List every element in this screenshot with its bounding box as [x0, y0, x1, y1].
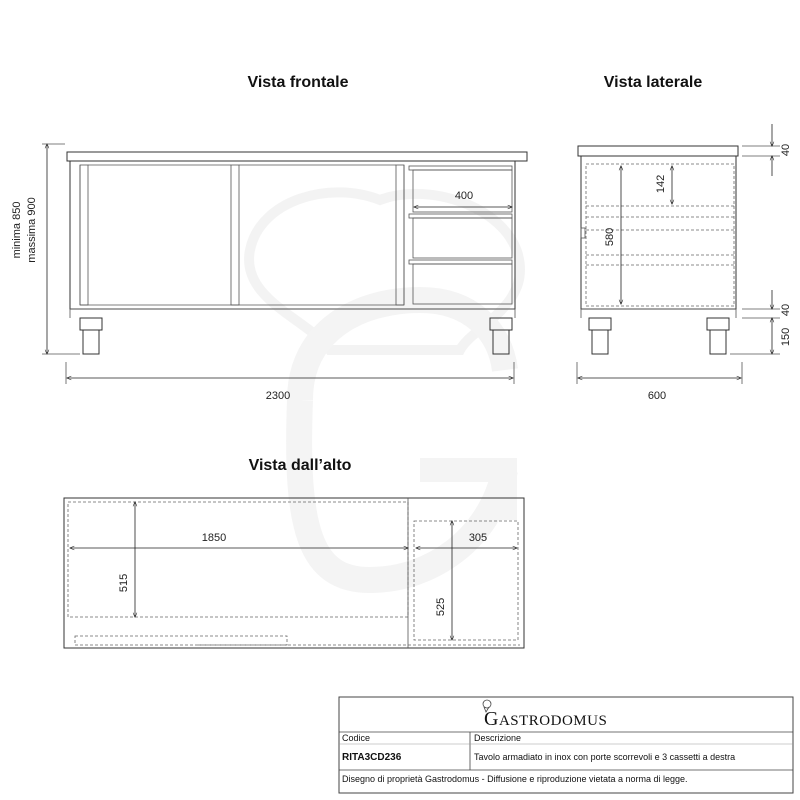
front-width-label: 2300: [265, 390, 291, 402]
drawer-width-label: 400: [454, 190, 474, 202]
product-description: Tavolo armadiato in inox con porte scorrevoli e 3 cassetti a destra: [474, 752, 736, 762]
plinth-label: 40: [780, 303, 792, 317]
legs-label: 150: [780, 327, 792, 347]
height-max-label: massima 900: [26, 197, 38, 263]
front-height-dimension: [42, 144, 80, 354]
brand-name: GASTRODOMUS: [484, 708, 608, 730]
drawer-height-label: 142: [655, 174, 667, 194]
product-code: RITA3CD236: [342, 752, 402, 763]
inner-height-label: 580: [604, 227, 616, 247]
code-label: Codice: [342, 733, 371, 743]
cabinet-width-label: 1850: [201, 532, 227, 544]
side-view-title: Vista laterale: [603, 74, 703, 91]
watermark-logo: [249, 192, 520, 580]
drawer-top-width-label: 305: [468, 532, 488, 544]
description-label: Descrizione: [474, 733, 522, 743]
side-depth-label: 600: [647, 390, 667, 402]
copyright-notice: Disegno di proprietà Gastrodomus - Diffusione e riproduzione vietata a norma di legge.: [342, 774, 688, 784]
top-thickness-label: 40: [780, 143, 792, 157]
cabinet-depth-label: 515: [118, 573, 130, 593]
side-depth-dimension: [577, 362, 742, 384]
front-view-title: Vista frontale: [247, 74, 349, 91]
top-view-title: Vista dall’alto: [248, 457, 352, 474]
side-vertical-dimensions: [621, 124, 780, 354]
height-min-label: minima 850: [11, 201, 23, 259]
drawer-top-depth-label: 525: [435, 597, 447, 617]
